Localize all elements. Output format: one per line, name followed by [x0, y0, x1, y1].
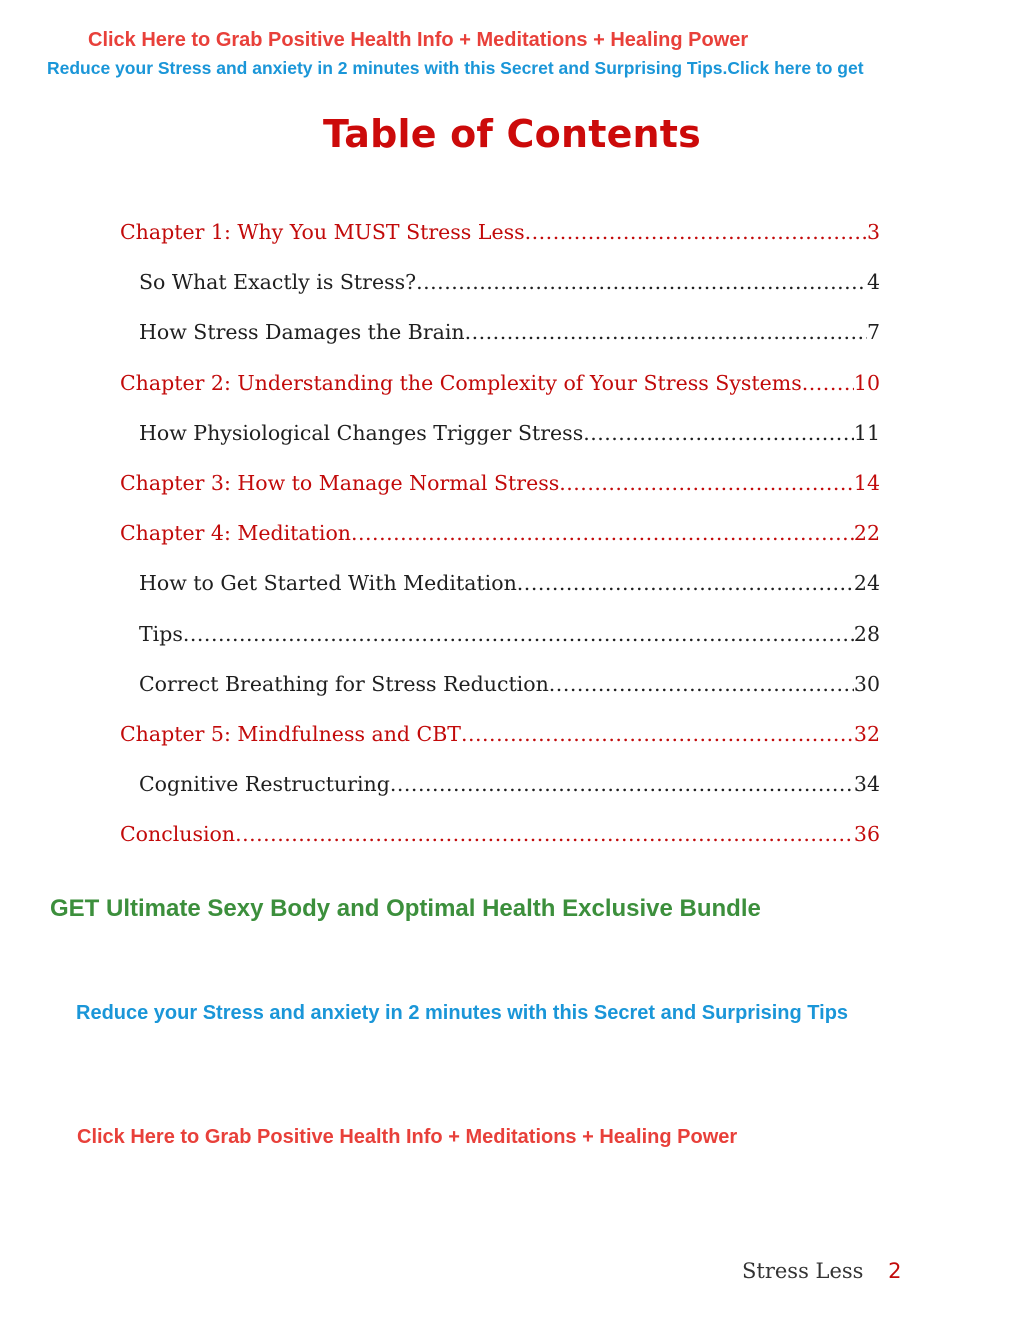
toc-entry-cognitive-restructuring[interactable]: [120, 772, 880, 822]
toc-dot-leader: [183, 622, 854, 646]
toc-entry-label: How Stress Damages the Brain: [139, 320, 465, 345]
toc-entry-page: 34: [853, 772, 880, 797]
promo-link-health-info-bottom[interactable]: Click Here to Grab Positive Health Info + Meditations + Healing Power: [77, 1126, 738, 1148]
toc-dot-leader: [549, 672, 854, 696]
toc-entry-page: 24: [853, 571, 880, 596]
toc-entry-label: How to Get Started With Meditation: [139, 571, 517, 596]
toc-entry-chapter-1[interactable]: [120, 220, 880, 270]
promo-link-reduce-stress-top[interactable]: Reduce your Stress and anxiety in 2 minutes with this Secret and Surprising Tips.Click here to get: [47, 58, 864, 78]
toc-dot-leader: [802, 371, 854, 395]
toc-title: Table of Contents: [323, 112, 701, 156]
toc-entry-chapter-4[interactable]: [120, 521, 880, 571]
toc-entry-correct-breathing[interactable]: [120, 672, 880, 722]
toc-entry-page: 22: [853, 521, 880, 546]
toc-entry-stress-damages-brain[interactable]: [120, 320, 880, 370]
toc-dot-leader: [517, 571, 854, 595]
toc-entry-page: 30: [853, 671, 880, 696]
toc-entry-conclusion[interactable]: [120, 822, 880, 872]
toc-entry-label: Chapter 1: Why You MUST Stress Less: [120, 220, 525, 244]
promo-link-reduce-stress-mid[interactable]: Reduce your Stress and anxiety in 2 minutes with this Secret and Surprising Tips: [76, 1002, 849, 1024]
toc-entry-label: Conclusion: [120, 822, 236, 847]
toc-entry-page: 28: [853, 621, 880, 646]
toc-entry-page: 3: [866, 220, 880, 244]
toc-dot-leader: [559, 471, 854, 495]
toc-dot-leader: [235, 822, 854, 846]
toc-dot-leader: [416, 270, 867, 294]
toc-entry-page: 14: [853, 470, 880, 495]
toc-entry-chapter-5[interactable]: [120, 722, 880, 772]
toc-entry-label: Correct Breathing for Stress Reduction: [139, 671, 549, 696]
toc-entry-page: 36: [853, 822, 880, 847]
toc-dot-leader: [461, 722, 854, 746]
toc-dot-leader: [351, 521, 854, 545]
promo-link-health-info-top[interactable]: Click Here to Grab Positive Health Info + Meditations + Healing Power: [88, 29, 749, 51]
toc-dot-leader: [465, 320, 867, 344]
toc-entry-page: 7: [866, 320, 880, 345]
toc-entry-label: Tips: [139, 621, 183, 646]
promo-link-bundle[interactable]: GET Ultimate Sexy Body and Optimal Health Exclusive Bundle: [50, 895, 761, 922]
toc-entry-label: Chapter 3: How to Manage Normal Stress: [120, 470, 560, 495]
toc-entry-label: Chapter 2: Understanding the Complexity of Your Stress Systems: [120, 370, 802, 395]
toc-entry-label: Cognitive Restructuring: [139, 772, 390, 797]
toc-entry-physiological-changes[interactable]: [120, 421, 880, 471]
toc-entry-label: Chapter 4: Meditation: [120, 521, 351, 546]
toc-entry-page: 32: [853, 721, 880, 746]
toc-entry-page: 11: [853, 420, 880, 445]
toc-entry-page: 4: [866, 270, 880, 295]
footer-page-number: 2: [888, 1259, 902, 1283]
toc-entry-label: How Physiological Changes Trigger Stress: [139, 420, 584, 445]
page-footer: [742, 1259, 902, 1283]
toc-dot-leader: [525, 220, 867, 244]
toc-entry-tips[interactable]: [120, 622, 880, 672]
footer-book-title: Stress Less: [742, 1259, 864, 1283]
toc-entry-chapter-2[interactable]: [120, 371, 880, 421]
toc-entry-chapter-3[interactable]: [120, 471, 880, 521]
table-of-contents: [120, 220, 880, 872]
toc-dot-leader: [390, 772, 854, 796]
toc-dot-leader: [583, 421, 854, 445]
toc-entry-label: Chapter 5: Mindfulness and CBT: [120, 721, 461, 746]
toc-entry-label: So What Exactly is Stress?: [139, 270, 417, 295]
toc-entry-what-is-stress[interactable]: [120, 270, 880, 320]
toc-entry-page: 10: [853, 370, 880, 395]
toc-entry-started-meditation[interactable]: [120, 571, 880, 621]
